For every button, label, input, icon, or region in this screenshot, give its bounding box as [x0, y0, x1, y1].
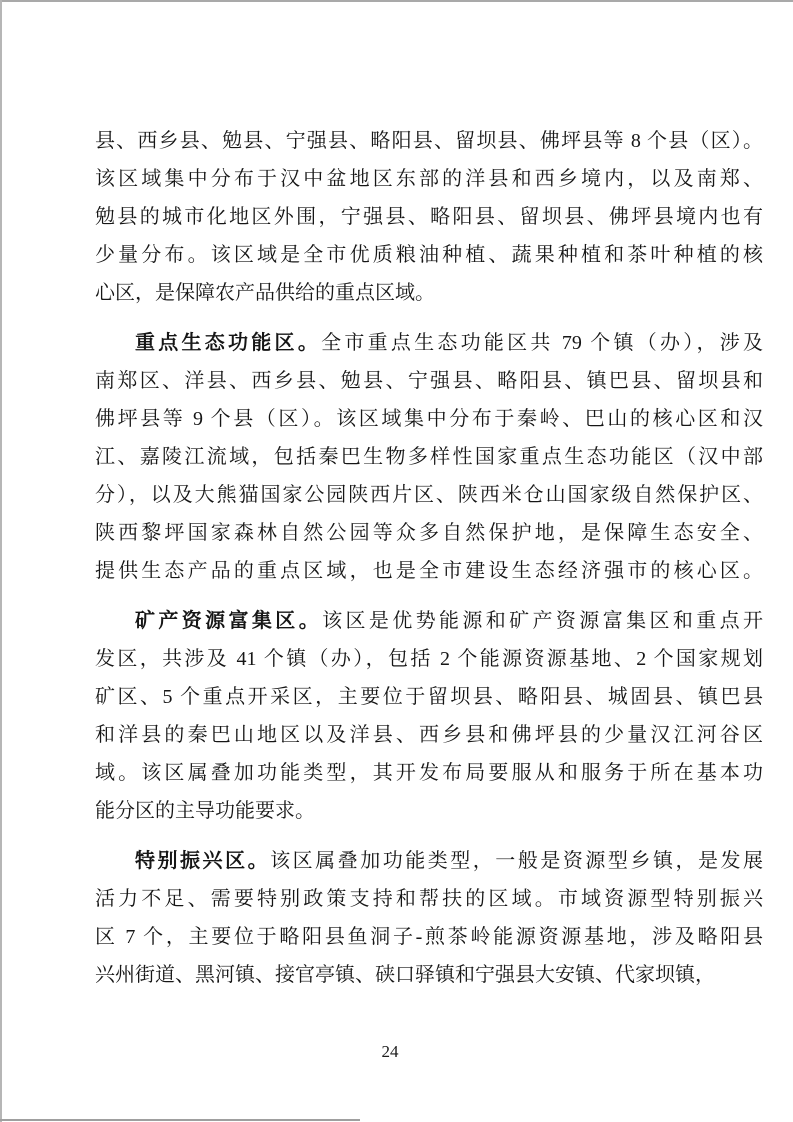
text-line: 南郑区、洋县、西乡县、勉县、宁强县、略阳县、镇巴县、留坝县和 — [95, 370, 763, 392]
text-line: 分），以及大熊猫国家公园陕西片区、陕西米仓山国家级自然保护区、 — [95, 484, 763, 506]
text-line: 活力不足、需要特别政策支持和帮扶的区域。市域资源型特别振兴 — [95, 888, 763, 910]
text-line: 重点生态功能区。全市重点生态功能区共 79 个镇（办），涉及 — [135, 332, 763, 354]
text-line: 佛坪县等 9 个县（区）。该区域集中分布于秦岭、巴山的核心区和汉 — [95, 408, 763, 430]
paragraph — [95, 602, 763, 830]
document-body — [95, 122, 763, 994]
text-line: 矿产资源富集区。该区是优势能源和矿产资源富集区和重点开 — [135, 610, 763, 632]
paragraph — [95, 122, 763, 312]
text-line: 该区域集中分布于汉中盆地区东部的洋县和西乡境内，以及南郑、 — [95, 168, 763, 190]
text-line: 矿区、5 个重点开采区，主要位于留坝县、略阳县、城固县、镇巴县 — [95, 686, 763, 708]
text-line: 区 7 个，主要位于略阳县鱼洞子-煎茶岭能源资源基地，涉及略阳县 — [95, 926, 763, 948]
text-line: 发区，共涉及 41 个镇（办），包括 2 个能源资源基地、2 个国家规划 — [95, 648, 763, 670]
text-line: 少量分布。该区域是全市优质粮油种植、蔬果种植和茶叶种植的核 — [95, 244, 763, 266]
text-line: 提供生态产品的重点区域，也是全市建设生态经济强市的核心区。 — [95, 560, 763, 582]
paragraph — [95, 324, 763, 590]
text-line: 能分区的主导功能要求。 — [95, 800, 315, 822]
text-line: 特别振兴区。该区属叠加功能类型，一般是资源型乡镇，是发展 — [135, 850, 763, 872]
text-line: 江、嘉陵江流域，包括秦巴生物多样性国家重点生态功能区（汉中部 — [95, 446, 763, 468]
page-footer — [0, 1040, 780, 1064]
paragraph-lead: 矿产资源富集区。 — [135, 610, 323, 632]
page-edge-top — [0, 0, 793, 2]
page-edge-bottom — [0, 1119, 360, 1121]
text-line: 陕西黎坪国家森林自然公园等众多自然保护地，是保障生态安全、 — [95, 522, 763, 544]
paragraph-lead: 特别振兴区。 — [135, 850, 271, 872]
text-line: 心区，是保障农产品供给的重点区域。 — [95, 282, 435, 304]
text-line: 和洋县的秦巴山地区以及洋县、西乡县和佛坪县的少量汉江河谷区 — [95, 724, 763, 746]
text-line: 勉县的城市化地区外围，宁强县、略阳县、留坝县、佛坪县境内也有 — [95, 206, 763, 228]
page-edge-left — [0, 0, 2, 1122]
page-number: 24 — [381, 1042, 399, 1061]
text-line: 域。该区属叠加功能类型，其开发布局要服从和服务于所在基本功 — [95, 762, 763, 784]
text-line: 兴州街道、黑河镇、接官亭镇、硖口驿镇和宁强县大安镇、代家坝镇， — [95, 964, 715, 986]
text-line: 县、西乡县、勉县、宁强县、略阳县、留坝县、佛坪县等 8 个县（区）。 — [95, 130, 763, 152]
paragraph-lead: 重点生态功能区。 — [135, 332, 322, 354]
paragraph — [95, 842, 763, 994]
